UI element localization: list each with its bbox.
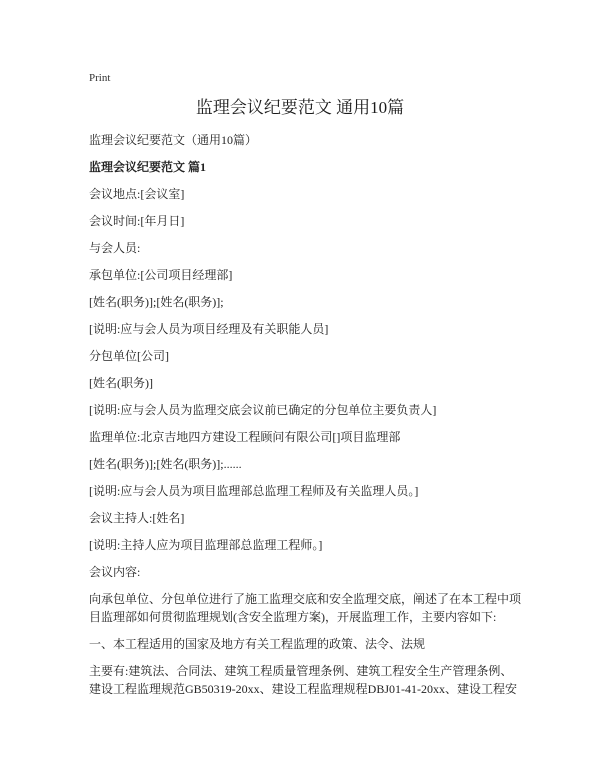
supervision-note: [说明:应与会人员为项目监理部总监理工程师及有关监理人员。] bbox=[89, 484, 419, 498]
subcontractor-unit: 分包单位[公司] bbox=[89, 349, 169, 363]
intro-line: 目监理部如何贯彻监理规划(含安全监理方案)，开展监理工作，主要内容如下: bbox=[89, 610, 497, 624]
meeting-content-intro bbox=[89, 590, 529, 626]
attendees-label: 与会人员: bbox=[89, 241, 141, 255]
print-label: Print bbox=[89, 72, 111, 84]
document-subtitle: 监理会议纪要范文（通用10篇） bbox=[89, 133, 258, 147]
regulations-line: 建设工程监理规范GB50319-20xx、建设工程监理规程DBJ01-41-20xx、建设工程安 bbox=[89, 682, 518, 696]
meeting-host-note: [说明:主持人应为项目监理部总监理工程师。] bbox=[89, 538, 323, 552]
section-heading: 监理会议纪要范文 篇1 bbox=[89, 160, 207, 174]
contractor-attendees: [姓名(职务)];[姓名(职务)]; bbox=[89, 295, 224, 309]
meeting-content-label: 会议内容: bbox=[89, 565, 141, 579]
document-body bbox=[89, 131, 529, 707]
contractor-note: [说明:应与会人员为项目经理及有关职能人员] bbox=[89, 322, 329, 336]
intro-line: 向承包单位、分包单位进行了施工监理交底和安全监理交底，阐述了在本工程中项 bbox=[89, 592, 522, 606]
heading-regulations: 一、本工程适用的国家及地方有关工程监理的政策、法令、法规 bbox=[89, 637, 426, 651]
meeting-time: 会议时间:[年月日] bbox=[89, 214, 185, 228]
regulations-paragraph bbox=[89, 662, 529, 698]
supervision-attendees: [姓名(职务)];[姓名(职务)];...... bbox=[89, 457, 242, 471]
supervision-unit: 监理单位:北京吉地四方建设工程顾问有限公司[]项目监理部 bbox=[89, 430, 401, 444]
subcontractor-attendees: [姓名(职务)] bbox=[89, 376, 153, 390]
contractor-unit: 承包单位:[公司项目经理部] bbox=[89, 268, 233, 282]
meeting-location: 会议地点:[会议室] bbox=[89, 187, 185, 201]
meeting-host: 会议主持人:[姓名] bbox=[89, 511, 185, 525]
subcontractor-note: [说明:应与会人员为监理交底会议前已确定的分包单位主要负责人] bbox=[89, 403, 437, 417]
regulations-line: 主要有:建筑法、合同法、建筑工程质量管理条例、建筑工程安全生产管理条例、 bbox=[89, 664, 513, 678]
document-title: 监理会议纪要范文 通用10篇 bbox=[195, 98, 405, 117]
